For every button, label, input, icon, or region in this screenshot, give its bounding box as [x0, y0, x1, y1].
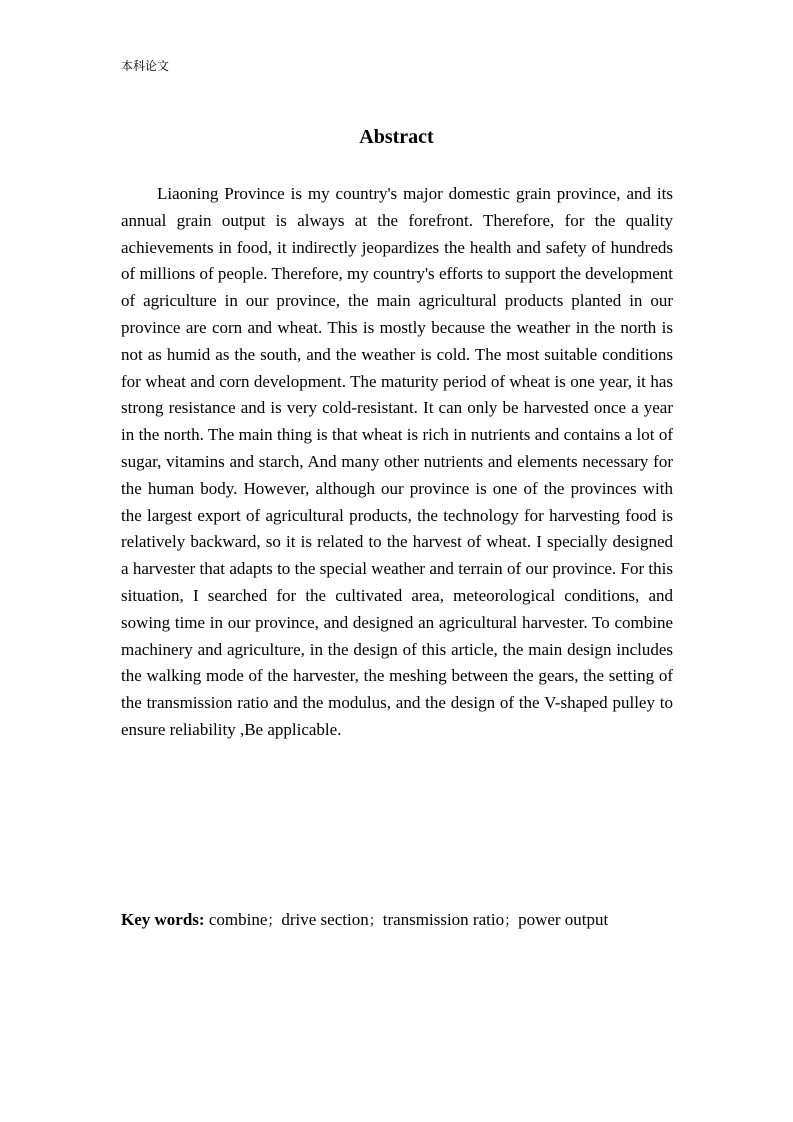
keywords-label: Key words:: [121, 910, 209, 929]
keyword-separator: ；: [267, 913, 282, 929]
keyword-separator: ；: [368, 913, 383, 929]
abstract-title: Abstract: [359, 126, 434, 148]
page-header: 本科论文: [121, 59, 170, 73]
keyword-item: drive section: [281, 910, 369, 929]
keyword-item: combine: [208, 910, 268, 929]
abstract-body: Liaoning Province is my country's major domestic grain province, and its annual grain output is always at the forefront. Therefore, for the quality achievements in food, it indirectly jeopardizes the health and safety of hundreds of millions of people. Therefore, my country's efforts to support the development of agriculture in our province, the main agricultural products planted in our province are corn and wheat. This is mostly because the weather in the north is not as humid as the south, and the weather is cold. The most suitable conditions for wheat and corn development. The maturity period of wheat is one year, it has strong resistance and is very cold-resistant. It can only be harvested once a year in the north. The main thing is that wheat is rich in nutrients and contains a lot of sugar, vitamins and starch, And many other nutrients and elements necessary for the human body. However, although our province is one of the provinces with the largest export of agricultural products, the technology for harvesting food is relatively backward, so it is related to the harvest of wheat. I specially designed a harvester that adapts to the special weather and terrain of our province. For this situation, I searched for the cultivated area, meteorological conditions, and sowing time in our province, and designed an agricultural harvester. To combine machinery and agriculture, in the design of this article, the main design includes the walking mode of the harvester, the meshing between the gears, the setting of the transmission ratio and the modulus, and the design of the V-shaped pulley to ensure reliability ,Be applicable.: [121, 184, 673, 739]
keyword-item: power output: [518, 910, 609, 929]
keyword-separator: ；: [504, 913, 519, 929]
keywords-line: [121, 907, 721, 934]
keyword-item: transmission ratio: [382, 910, 505, 929]
